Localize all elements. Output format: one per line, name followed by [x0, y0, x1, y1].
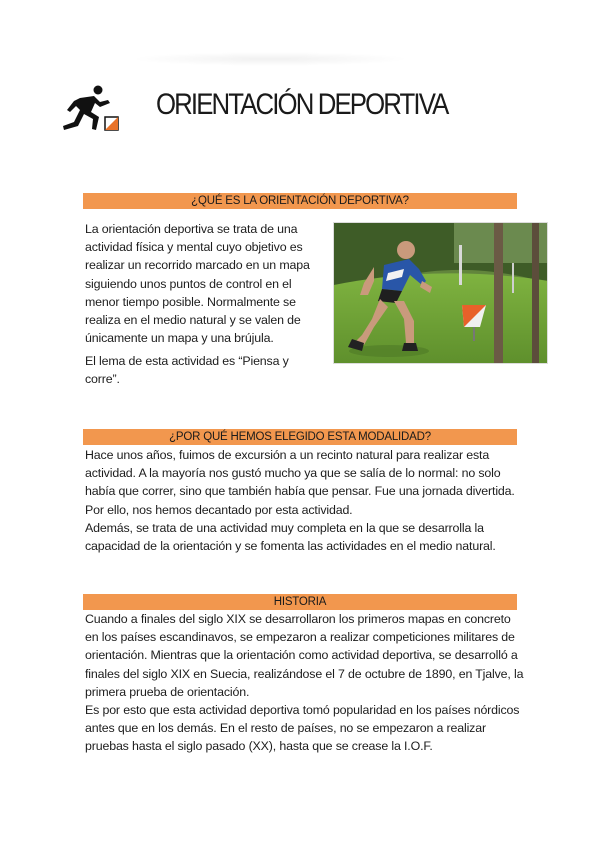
section-por-que-paragraph-2: Además, se trata de una actividad muy completa en la que se desarrolla la capacidad de la orientación y se fomenta las actividades en el medio natural.: [85, 520, 496, 554]
section-heading-que-es: ¿QUÉ ES LA ORIENTACIÓN DEPORTIVA?: [83, 193, 517, 209]
section-heading-historia: HISTORIA: [83, 594, 517, 610]
section-que-es-paragraph-1: La orientación deportiva se trata de una actividad física y mental cuyo objetivo es realizar un recorrido marcado en un mapa siguiendo unos puntos de control en el menor tiempo posible. Normalmente se realiza en el medio natural y se valen de únicamente un mapa y una brújula.: [85, 222, 310, 346]
section-historia-body: [85, 610, 525, 756]
orienteering-photo: [333, 222, 548, 364]
orienteering-runner-icon: [58, 84, 120, 132]
section-por-que-paragraph-1: Hace unos años, fuimos de excursión a un recinto natural para realizar esta actividad. A la mayoría nos gustó mucho ya que se salía de lo normal: no solo había que correr, sino que también había que pensar. Fue una jornada divertida. Por ello, nos hemos decantado por esta actividad.: [85, 448, 515, 517]
photo-illustration: [334, 223, 548, 364]
section-heading-por-que: ¿POR QUÉ HEMOS ELEGIDO ESTA MODALIDAD?: [83, 429, 517, 445]
section-que-es-paragraph-2: El lema de esta actividad es “Piensa y corre”.: [85, 354, 289, 387]
section-historia-paragraph-2: Es por esto que esta actividad deportiva tomó popularidad en los países nórdicos antes que en los demás. En el resto de países, no se empezaron a realizar pruebas hasta el siglo pasado (XX), hasta que se crease la I.O.F.: [85, 703, 520, 754]
title-shadow: [130, 52, 410, 66]
section-por-que-body: [85, 446, 525, 555]
section-historia-paragraph-1: Cuando a finales del siglo XIX se desarrollaron los primeros mapas en concreto en los países escandinavos, se empezaron a realizar competiciones militares de orientación. Mientras que la orientación como actividad deportiva, se desarrolló a finales del siglo XIX en Suecia, realizándose el 7 de octubre de 1890, en Tjalve, la primera prueba de orientación.: [85, 612, 524, 699]
page-title: ORIENTACIÓN DEPORTIVA: [156, 88, 448, 121]
document-header: [58, 78, 538, 138]
